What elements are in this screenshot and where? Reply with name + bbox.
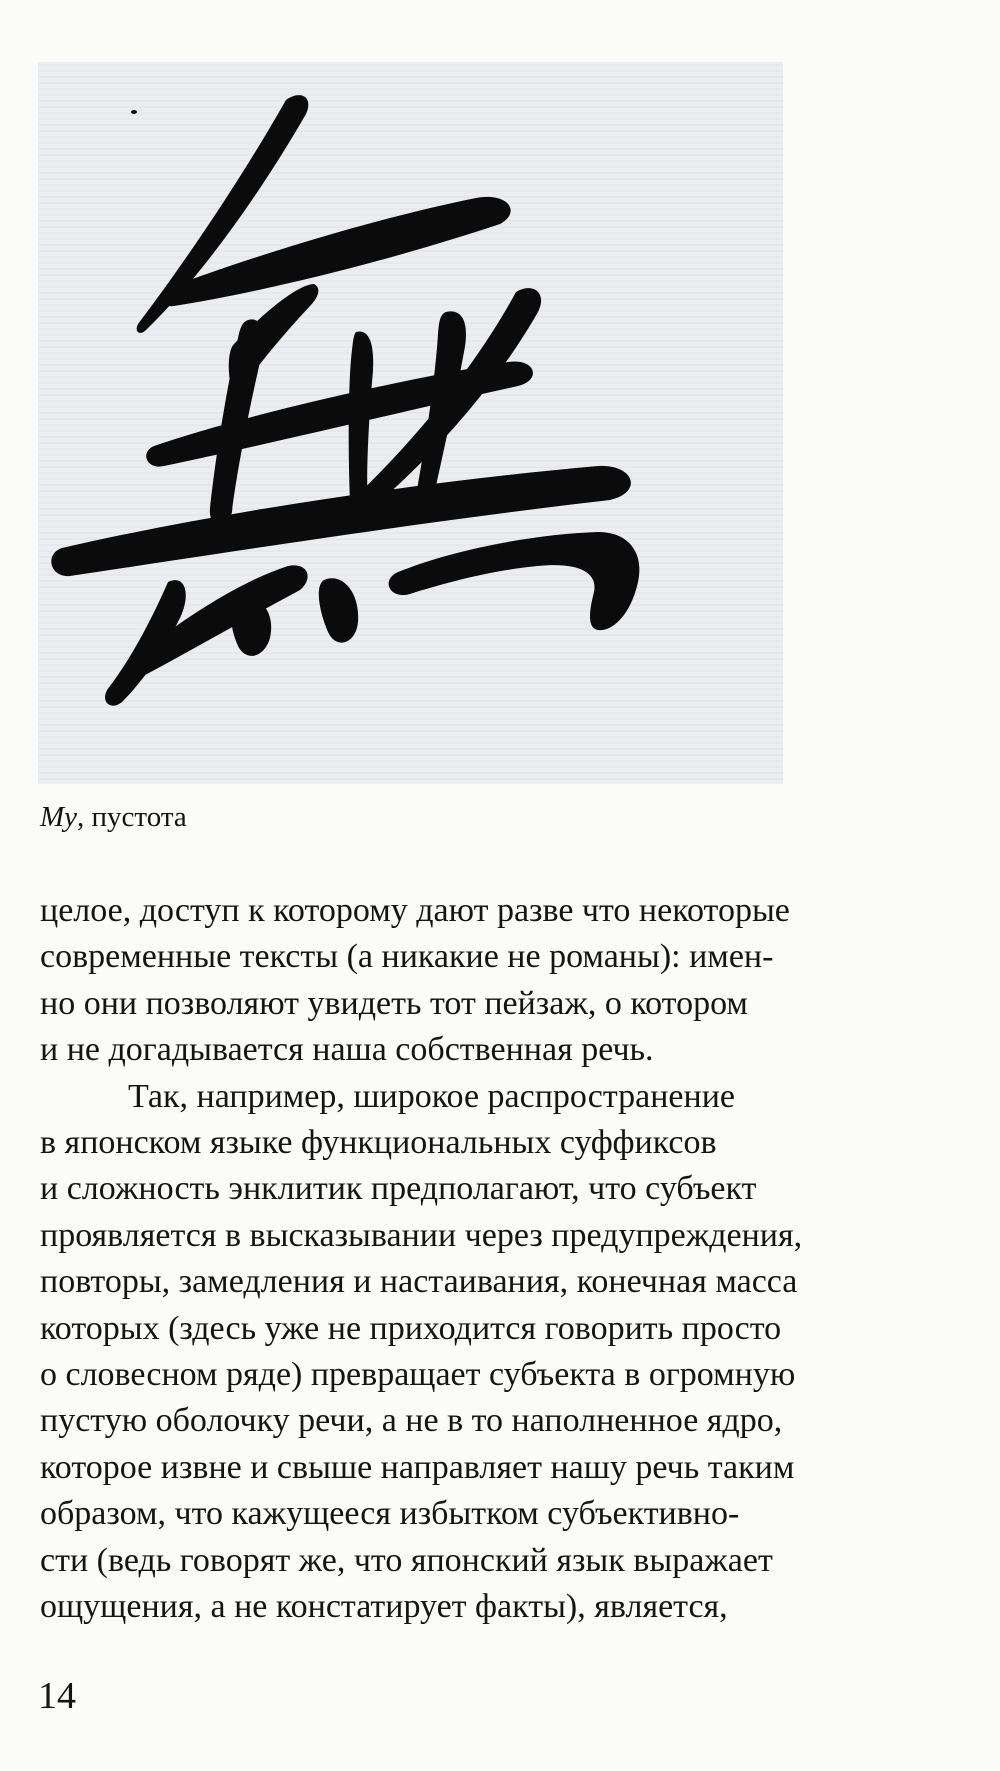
figure-caption bbox=[40, 800, 187, 834]
text-line: которое извне и свыше направляет нашу речь таким bbox=[40, 1448, 795, 1486]
text-line: которых (здесь уже не приходится говорить просто bbox=[40, 1309, 782, 1347]
text-line: ощущения, а не констатирует факты), является, bbox=[40, 1588, 728, 1626]
text-line: целое, доступ к которому дают разве что некоторые bbox=[40, 892, 790, 929]
calligraphy-drawing bbox=[38, 62, 783, 784]
text-line: Так, например, широкое распространение bbox=[128, 1077, 735, 1115]
text-line: проявляется в высказывании через предупреждения, bbox=[40, 1216, 803, 1254]
text-line: и сложность энклитик предполагают, что субъект bbox=[40, 1170, 757, 1208]
caption-text: , пустота bbox=[77, 801, 187, 833]
page-number: 14 bbox=[38, 1675, 76, 1717]
text-line: сти (ведь говорят же, что японский язык выражает bbox=[40, 1541, 773, 1579]
text-line: в японском языке функциональных суффиксов bbox=[40, 1124, 717, 1162]
text-line: пустую оболочку речи, а не в то наполненное ядро, bbox=[40, 1402, 783, 1440]
text-line: о словесном ряде) превращает субъекта в огромную bbox=[40, 1356, 796, 1394]
text-line: но они позволяют увидеть тот пейзаж, о котором bbox=[40, 984, 748, 1022]
text-line: современные тексты (а никакие не романы): имен- bbox=[40, 938, 774, 976]
calligraphy-mu-icon bbox=[38, 62, 783, 784]
caption-title: Му bbox=[40, 801, 78, 833]
text-line: повторы, замедления и настаивания, конечная масса bbox=[40, 1263, 798, 1301]
body-paragraph bbox=[40, 888, 960, 1631]
text-line: и не догадывается наша собственная речь. bbox=[40, 1031, 654, 1069]
text-line: образом, что кажущееся избытком субъективно- bbox=[40, 1495, 740, 1533]
